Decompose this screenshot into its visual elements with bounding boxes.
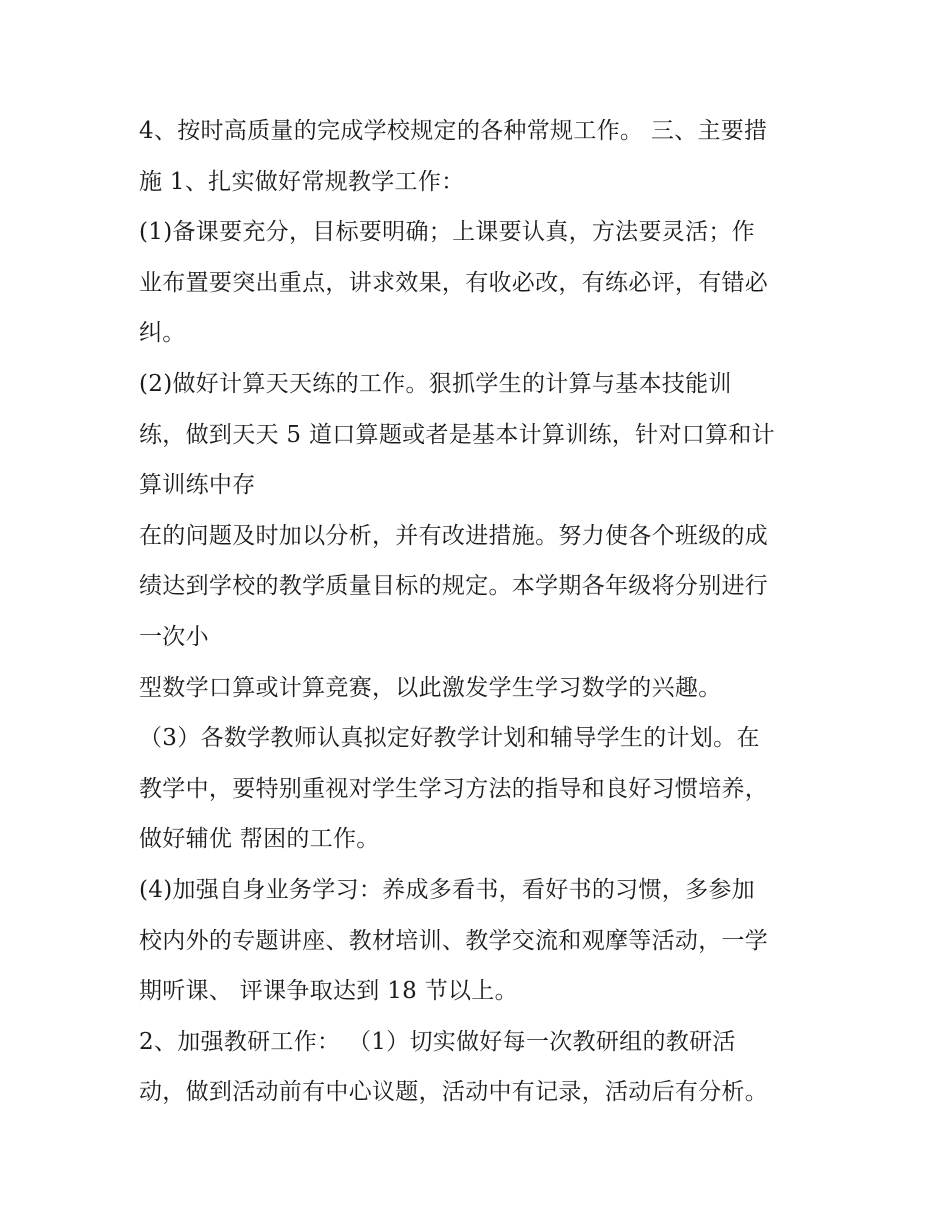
text-line: (4)加强自身业务学习：养成多看书，看好书的习惯，多参加 bbox=[139, 876, 755, 903]
text-line: 型数学口算或计算竞赛，以此激发学生学习数学的兴趣。 bbox=[139, 674, 722, 701]
text-line: 在的问题及时加以分析，并有改进措施。努力使各个班级的成 bbox=[139, 522, 769, 549]
text-line: 业布置要突出重点，讲求效果，有收必改，有练必评，有错必 bbox=[139, 269, 769, 296]
text-line: 2、加强教研工作： （1）切实做好每一次教研组的教研活 bbox=[139, 1028, 736, 1055]
text-line: 校内外的专题讲座、教材培训、教学交流和观摩等活动，一学 bbox=[139, 927, 769, 954]
document-body bbox=[139, 106, 829, 1118]
text-line: （3）各数学教师认真拟定好教学计划和辅导学生的计划。在 bbox=[139, 725, 760, 752]
text-line: 期听课、 评课争取达到 18 节以上。 bbox=[139, 978, 518, 1005]
text-line: (2)做好计算天天练的工作。狠抓学生的计算与基本技能训 bbox=[139, 370, 732, 397]
text-line: 算训练中存 bbox=[139, 472, 256, 499]
text-line: 做好辅优 帮困的工作。 bbox=[139, 826, 380, 853]
text-line: 教学中，要特别重视对学生学习方法的指导和良好习惯培养， bbox=[139, 775, 769, 802]
text-line: 纠。 bbox=[139, 320, 186, 347]
text-line: 动，做到活动前有中心议题，活动中有记录，活动后有分析。 bbox=[139, 1079, 769, 1106]
text-line: 施 1、扎实做好常规教学工作： bbox=[139, 168, 465, 195]
text-line: 练，做到天天 5 道口算题或者是基本计算训练，针对口算和计 bbox=[139, 421, 775, 448]
text-line: 一次小 bbox=[139, 623, 209, 650]
text-line: 4、按时高质量的完成学校规定的各种常规工作。 三、主要措 bbox=[139, 118, 768, 144]
text-line: (1)备课要充分，目标要明确；上课要认真，方法要灵活；作 bbox=[139, 219, 755, 246]
text-line: 绩达到学校的教学质量目标的规定。本学期各年级将分别进行 bbox=[139, 573, 769, 600]
